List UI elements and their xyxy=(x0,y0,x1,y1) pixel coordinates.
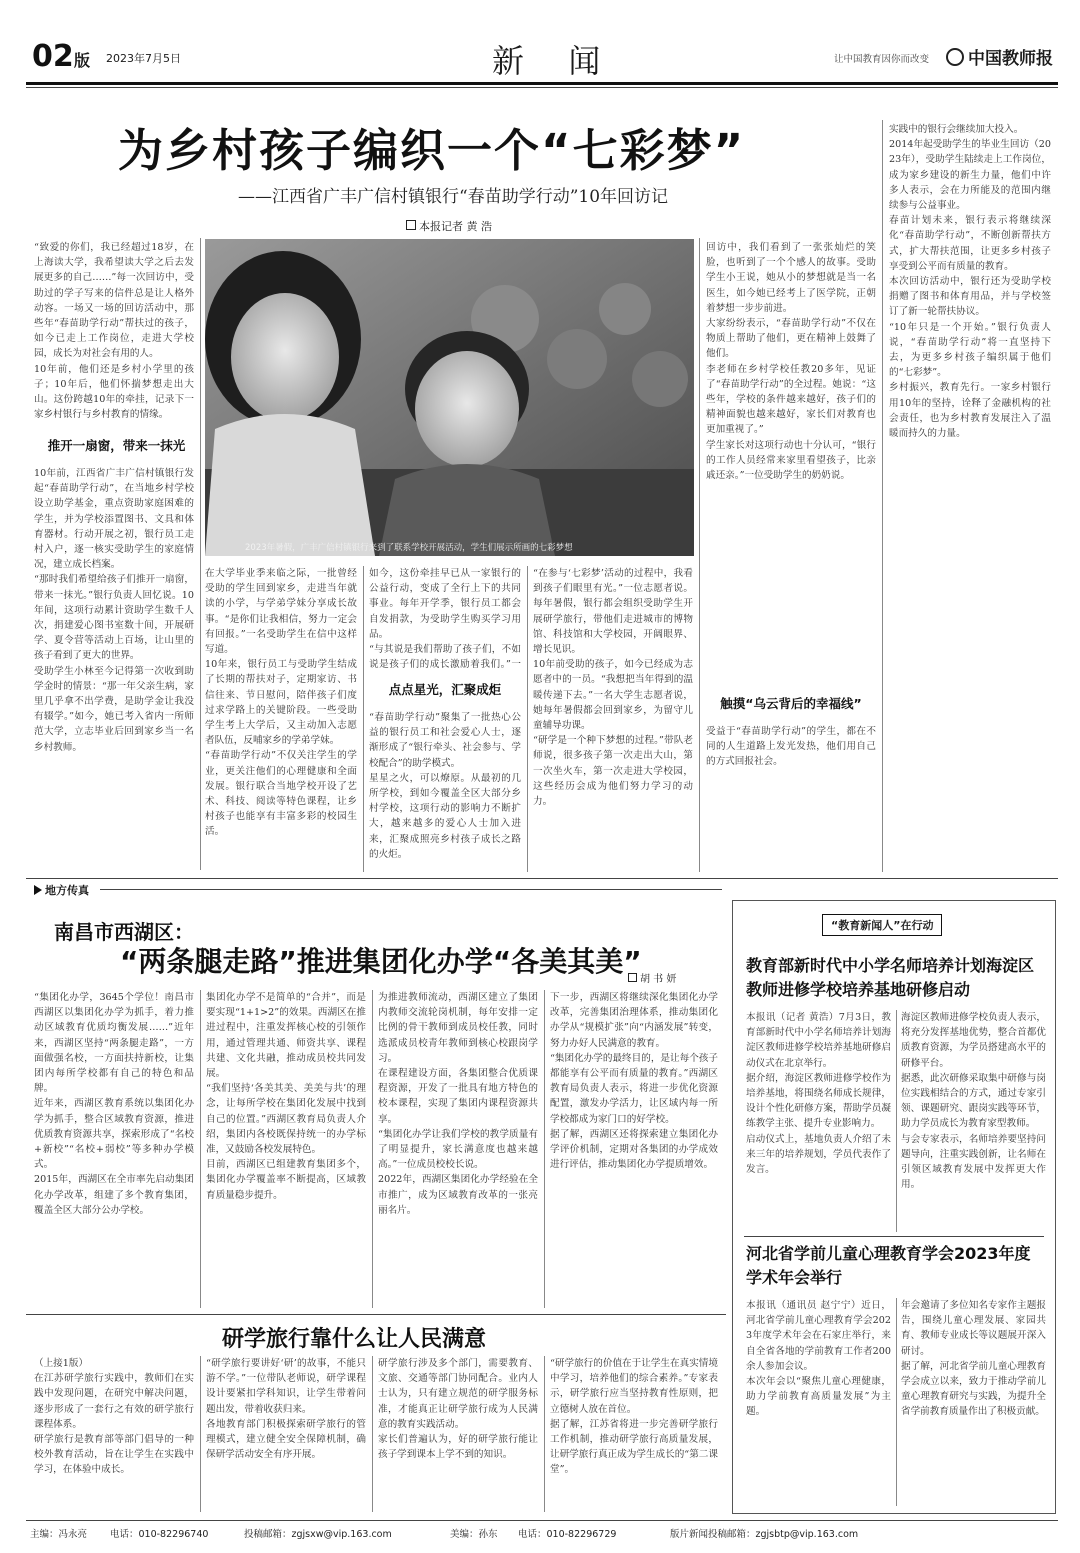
lead-col3-subhead: 点点星光，汇聚成炬 xyxy=(388,682,502,697)
page-suffix: 版 xyxy=(74,51,91,70)
local-byline xyxy=(628,970,676,985)
feature-col1: （上接1版） 在江苏研学旅行实践中，教师们在实践中发现问题，在研究中解决问题，逐步形成了一套行之有效的研学旅行课程体系。 研学旅行是教育部等部门倡导的一种校外教育活动，旨在让学生在实践中学习，在体验中成长。 xyxy=(34,1358,194,1476)
sidebar-story2-col2: 年会邀请了多位知名专家作主题报告，围绕儿童心理发展、家园共育、教师专业成长等议题展开深入研讨。 据了解，河北省学前儿童心理教育学会成立以来，致力于推动学前儿童心理教育研究与实践，为提升全省学前教育质量作出了积极贡献。 xyxy=(901,1300,1046,1418)
lead-subheadline: ——江西省广丰广信村镇银行“春苗助学行动”10年回访记 xyxy=(238,187,669,207)
footer-submission-email[interactable]: 投稿邮箱：zgjsxw@vip.163.com xyxy=(244,1529,392,1540)
col-divider xyxy=(544,990,545,1308)
feature-headline: 研学旅行靠什么让人民满意 xyxy=(222,1327,487,1352)
lead-col6-body: 实践中的银行会继续加大投入。 2014年起受助学生的毕业生回访（2023年），受助学生陆续走上工作岗位，成为家乡建设的新生力量，他们中许多人表示，会在力所能及的范围内继续参与公益事业。 春苗计划未来，银行表示将继续深化“春苗助学行动”，不断创新帮扶方式，扩大帮扶范围，让更多乡村孩子享受到公平而有质量的教育。 本次回访活动中，银行还为受助学校捐赠了图书和体育用品，并与学校签订了新一轮帮扶协议。 “10年只是一个开始。”银行负责人说，“春苗助学行动”将一直坚持下去，为更多乡村孩子编织属于他们的“七彩梦”。 乡村振兴，教育先行。一家乡村银行用10年的坚持，诠释了金融机构的社会责任，也为乡村教育发展注入了温暖而持久的力量。 xyxy=(889,124,1051,440)
sidebar-banner-text: “教育新闻人”在行动 xyxy=(831,919,934,932)
section-label-rule xyxy=(100,889,722,890)
feature-col3: 研学旅行涉及多个部门，需要教育、文旅、交通等部门协同配合。业内人士认为，只有建立规范的研学服务标准，才能真正让研学旅行成为人民满意的教育实践活动。 家长们普遍认为，好的研学旅行能让孩子学到课本上学不到的知识。 xyxy=(378,1358,538,1461)
children-photo-image xyxy=(205,239,694,556)
paper-logo-icon xyxy=(946,48,964,66)
local-col2: 集团化办学不是简单的“合并”，而是要实现“1+1>2”的效果。西湖区在推进过程中，注重发挥核心校的引领作用，通过管理共通、师资共享、课程共建、文化共融，推动成员校共同发展。 “我们坚持‘各美其美、美美与共’的理念，让每所学校在集团化发展中找到自己的位置。”西湖区教育局负责人介绍，集团内各校既保持统一的办学标准，又鼓励各校发展特色。 目前，西湖区已组建教育集团多个，集团化办学覆盖率不断提高，区域教育质量稳步提升。 xyxy=(206,992,366,1201)
footer-editor-phone: 电话：010-82296740 xyxy=(110,1529,209,1540)
col-divider xyxy=(372,990,373,1308)
sidebar-story1-col2: 海淀区教师进修学校负责人表示，将充分发挥基地优势，整合首都优质教育资源，为学员搭建高水平的研修平台。 据悉，此次研修采取集中研修与岗位实践相结合的方式，通过专家引领、课题研究、跟岗实践等环节，助力学员成长为教育家型教师。 与会专家表示，名师培养要坚持问题导向，注重实践创新，让名师在引领区域教育发展中发挥更大作用。 xyxy=(901,1012,1046,1191)
byline-box-icon xyxy=(406,220,416,230)
col-divider xyxy=(200,1356,201,1512)
lead-col1-body: 10年前，江西省广丰广信村镇银行发起“春苗助学行动”，在当地乡村学校设立助学基金，重点资助家庭困难的学生，并为学校添置图书、文具和体育器材。行动开展之初，银行员工走村入户，逐一核实受助学生的家庭情况，建立成长档案。 “那时我们希望给孩子们推开一扇窗，带来一抹光。”银行负责人回忆说。10年间，这项行动累计资助学生数千人次，捐建爱心图书室数十间，开展研学、夏令营等活动上百场，让山里的孩子看到了更大的世界。 受助学生小林至今记得第一次收到助学金时的情景：“那一年父亲生病，家里几乎拿不出学费，是助学金让我没有辍学。”如今，她已考入省内一所师范大学，立志毕业后回到家乡当一名乡村教师。 xyxy=(34,468,194,753)
local-col4: 下一步，西湖区将继续深化集团化办学改革，完善集团治理体系，推动集团化办学从“规模扩张”向“内涵发展”转变，努力办好人民满意的教育。 “集团化办学的最终目的，是让每个孩子都能享有公平而有质量的教育。”西湖区教育局负责人表示，将进一步优化资源配置，激发办学活力，让区域内每一所学校都成为家门口的好学校。 据了解，西湖区还将探索建立集团化办学评价机制，定期对各集团的办学成效进行评估，推动集团化办学提质增效。 xyxy=(550,992,718,1171)
lead-col3-body2: “春苗助学行动”聚集了一批热心公益的银行员工和社会爱心人士，逐渐形成了“银行牵头、社会参与、学校配合”的助学模式。 星星之火，可以燎原。从最初的几所学校，到如今覆盖全区大部分乡村学校，这项行动的影响力不断扩大，越来越多的爱心人士加入进来，汇聚成照亮乡村孩子成长之路的火炬。 xyxy=(369,712,521,860)
lead-byline xyxy=(406,218,492,234)
lead-col5-body2: 受益于“春苗助学行动”的学生，都在不同的人生道路上发光发热，他们用自己的方式回报社会。 xyxy=(706,726,876,768)
col-divider xyxy=(882,120,883,872)
feature-rule xyxy=(26,1314,726,1315)
sidebar-banner xyxy=(822,914,942,936)
footer-designer: 美编：孙东 xyxy=(450,1529,498,1540)
footer-designer-phone: 电话：010-82296729 xyxy=(518,1529,617,1540)
sidebar-story2-col1: 本报讯（通讯员 赵宁宁）近日，河北省学前儿童心理教育学会2023年度学术年会在石家庄举行，来自全省各地的学前教育工作者200余人参加会议。 本次年会以“聚焦儿童心理健康，助力学前教育高质量发展”为主题。 xyxy=(746,1300,891,1418)
col-divider xyxy=(527,566,528,872)
masthead-slogan: 让中国教育因你而改变 xyxy=(834,54,930,65)
feature-col2: “研学旅行要讲好‘研’的故事，不能只游不学。”一位带队老师说，研学课程设计要紧扣学科知识，让学生带着问题出发，带着收获归来。 各地教育部门积极探索研学旅行的管理模式，建立健全安全保障机制，确保研学活动安全有序开展。 xyxy=(206,1358,366,1461)
local-headline: “两条腿走路”推进集团化办学“各美其美” xyxy=(120,945,642,978)
arrow-right-icon xyxy=(34,885,42,895)
col-divider xyxy=(200,990,201,1308)
col-divider xyxy=(200,238,201,870)
masthead-rule xyxy=(26,82,1058,85)
feature-col4: “研学旅行的价值在于让学生在真实情境中学习，培养他们的综合素养。”专家表示，研学旅行应当坚持教育性原则，把立德树人放在首位。 据了解，江苏省将进一步完善研学旅行工作机制，推动研学旅行高质量发展，让研学旅行真正成为学生成长的“第二课堂”。 xyxy=(550,1358,718,1476)
paper-name: 中国教师报 xyxy=(968,49,1053,69)
section-label: 地方传真 xyxy=(45,884,89,897)
local-col1: “集团化办学，3645个学位！南昌市西湖区以集团化办学为抓手，着力推动区域教育优质均衡发展……”近年来，西湖区坚持“两条腿走路”，一方面做强名校，一方面扶持新校，让集团内每所学校都有自己的特色和品牌。 近年来，西湖区教育系统以集团化办学为抓手，整合区域教育资源，推进优质教育资源共享，探索形成了“名校+新校”“名校+弱校”等多种办学模式。 2015年，西湖区在全市率先启动集团化办学改革，组建了多个教育集团，覆盖全区大部分公办学校。 xyxy=(34,992,194,1216)
footer-rule xyxy=(26,1520,1058,1521)
col-divider xyxy=(896,1010,897,1232)
masthead-rule-thin xyxy=(26,87,1058,88)
footer-editor: 主编：冯永亮 xyxy=(30,1529,88,1540)
local-kicker: 南昌市西湖区： xyxy=(54,920,194,944)
lead-col3-body: 如今，这份牵挂早已从一家银行的公益行动，变成了全行上下的共同事业。每年开学季，银行员工都会自发捐款，为受助学生购买学习用品。 “与其说是我们帮助了孩子们，不如说是孩子们的成长激励着我们。”一 xyxy=(369,568,521,670)
col-divider xyxy=(544,1356,545,1512)
col-divider xyxy=(896,1298,897,1506)
issue-date: 2023年7月5日 xyxy=(106,52,181,65)
lead-photo-caption: 2023年暑假，广丰广信村镇银行来到了联系学校开展活动，学生们展示所画的七彩梦想 xyxy=(245,543,573,553)
section-rule xyxy=(26,878,1058,879)
col-divider xyxy=(363,566,364,872)
sidebar-story1-headline: 教育部新时代中小学名师培养计划海淀区教师进修学校培养基地研修启动 xyxy=(746,956,1035,999)
sidebar-story2-headline: 河北省学前儿童心理教育学会2023年度学术年会举行 xyxy=(746,1244,1031,1287)
section-title: 新 闻 xyxy=(492,42,609,80)
lead-col4-body: “在参与‘七彩梦’活动的过程中，我看到孩子们眼里有光。”一位志愿者说。每年暑假，银行都会组织受助学生开展研学旅行，带他们走进城市的博物馆、科技馆和大学校园，开阔眼界、增长见识。 10年前受助的孩子，如今已经成为志愿者中的一员。“我想把当年得到的温暖传递下去。”一名大学生志愿者说，她每年暑假都会回到家乡，为留守儿童辅导功课。 “研学是一个种下梦想的过程。”带队老师说，很多孩子第一次走出大山，第一次坐火车，第一次走进大学校园，这些经历会成为他们努力学习的动力。 xyxy=(533,568,693,808)
footer-news-email[interactable]: 版片新闻投稿邮箱：zgjsbtp@vip.163.com xyxy=(670,1529,859,1540)
sidebar-story1-col1: 本报讯（记者 黄浩）7月3日，教育部新时代中小学名师培养计划海淀区教师进修学校培养基地研修启动仪式在北京举行。 据介绍，海淀区教师进修学校作为培养基地，将围绕名师成长规律，设计个性化研修方案，帮助学员凝练教学主张、提升专业影响力。 启动仪式上，基地负责人介绍了未来三年的培养规划，学员代表作了发言。 xyxy=(746,1012,891,1176)
lead-col5-body: 回访中，我们看到了一张张灿烂的笑脸，也听到了一个个感人的故事。受助学生小王说，她从小的梦想就是当一名医生，如今她已经考上了医学院，正朝着梦想一步步前进。 大家纷纷表示，“春苗助学行动”不仅在物质上帮助了他们，更在精神上鼓舞了他们。 李老师在乡村学校任教20多年，见证了“春苗助学行动”的全过程。她说：“这些年，学校的条件越来越好，孩子们的精神面貌也越来越好，家长们对教育也更加重视了。” 学生家长对这项行动也十分认可，“银行的工作人员经常来家里看望孩子，比亲戚还亲。”一位受助学生的奶奶说。 xyxy=(706,242,876,482)
lead-col1-subhead: 推开一扇窗，带来一抹光 xyxy=(47,438,186,453)
lead-col5-subhead: 触摸“乌云背后的幸福线” xyxy=(720,696,862,711)
lead-col1-intro: “致爱的你们，我已经超过18岁，在上海读大学，我希望读大学之后去发展更多的自己……”每一次回访中，受助过的学子写来的信件总是让人格外动容。一场又一场的回访活动中，那些年“春苗助学行动”帮扶过的孩子，如今已走上工作岗位，走进大学校园，成长为对社会有用的人。 10年前，他们还是乡村小学里的孩子；10年后，他们怀揣梦想走出大山。这份跨越10年的牵挂，记录下一家乡村银行与乡村教育的情缘。 xyxy=(34,242,194,421)
lead-photo xyxy=(205,239,694,556)
masthead xyxy=(26,30,1058,82)
lead-col2-body: 在大学毕业季来临之际，一批曾经受助的学生回到家乡，走进当年就读的小学，与学弟学妹分享成长故事。“是你们让我相信，努力一定会有回报。”一名受助学生在信中这样写道。 10年来，银行员工与受助学生结成了长期的帮扶对子，定期家访、书信往来、节日慰问，陪伴孩子们度过求学路上的关键阶段。一些受助学生考上大学后，又主动加入志愿者队伍，反哺家乡的学弟学妹。 “春苗助学行动”不仅关注学生的学业，更关注他们的心理健康和全面发展。银行联合当地学校开设了艺术、科技、阅读等特色课程，让乡村孩子也能享有丰富多彩的校园生活。 xyxy=(205,568,357,838)
byline-box-icon xyxy=(628,973,637,982)
local-col3: 为推进教师流动，西湖区建立了集团内教师交流轮岗机制，每年安排一定比例的骨干教师到成员校任教，同时选派成员校青年教师到核心校跟岗学习。 在课程建设方面，各集团整合优质课程资源，开发了一批具有地方特色的校本课程，实现了集团内课程资源共享。 “集团化办学让我们学校的教学质量有了明显提升，家长满意度也越来越高。”一位成员校校长说。 2022年，西湖区集团化办学经验在全市推广，成为区域教育改革的一张亮丽名片。 xyxy=(378,992,538,1216)
lead-headline: 为乡村孩子编织一个“七彩梦” xyxy=(118,124,746,177)
section-label-badge xyxy=(34,882,89,898)
col-divider xyxy=(699,238,700,872)
local-byline-text: 胡 书 妍 xyxy=(640,974,677,985)
footer xyxy=(30,1526,1056,1546)
col-divider xyxy=(372,1356,373,1512)
page-number: 02 xyxy=(32,39,74,74)
sidebar-divider xyxy=(744,1236,1044,1237)
lead-byline-text: 本报记者 黄 浩 xyxy=(419,220,492,233)
